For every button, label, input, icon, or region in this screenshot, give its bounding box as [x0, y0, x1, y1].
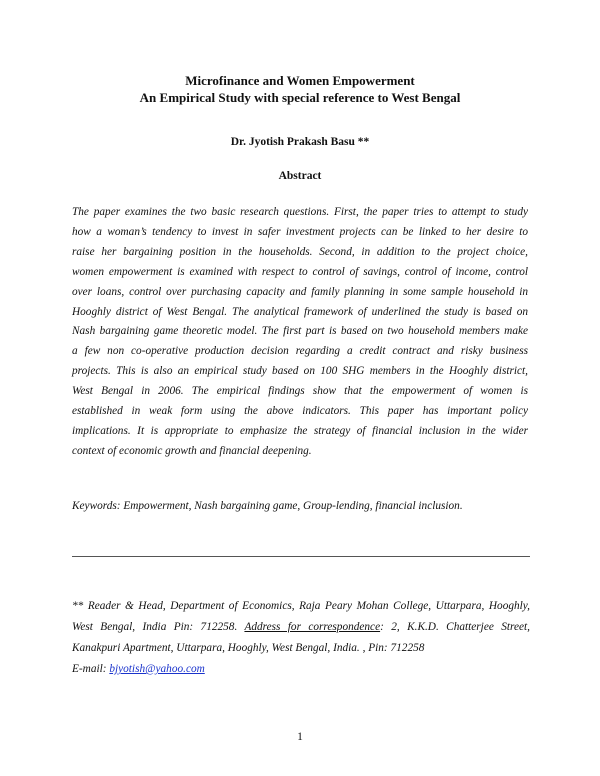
keywords: Keywords: Empowerment, Nash bargaining game, Group-lending, financial inclusion.	[72, 500, 463, 512]
abstract-heading: Abstract	[278, 170, 322, 182]
email-link[interactable]: bjyotish@yahoo.com	[109, 663, 205, 675]
abstract-line: Nash bargaining game theoretic model. The first part is based on two household members make	[72, 325, 528, 338]
footnote-text: : 2, K.K.D. Chatterjee Street,	[380, 621, 530, 633]
footnote-line: ** Reader & Head, Department of Economics, Raja Peary Mohan College, Uttarpara, Hooghly,	[72, 600, 530, 612]
abstract-line: raise her bargaining position in the households. Second, in addition to the project choice,	[72, 245, 528, 258]
abstract-line: over loans, control over purchasing capacity and family planning in some sample household in	[72, 285, 528, 298]
abstract-line: context of economic growth and financial deepening.	[72, 444, 312, 457]
abstract-line: established in weak form using the above indicators. This paper has important policy	[72, 405, 528, 418]
author-name: Dr. Jyotish Prakash Basu **	[230, 136, 370, 148]
abstract-line: implications. It is appropriate to emphasize the strategy of financial inclusion in the wider	[72, 424, 528, 437]
abstract-line: West Bengal in 2006. The empirical findings show that the empowerment of women is	[72, 385, 528, 398]
abstract-body	[72, 203, 528, 462]
abstract-line: how a woman’s tendency to invest in safer investment projects can be linked to her desire to	[72, 225, 528, 238]
abstract-line: projects. This is also an empirical study based on 100 SHG members in the Hooghly district,	[72, 365, 528, 378]
footnote	[72, 596, 530, 680]
footnote-line: Kanakpuri Apartment, Uttarpara, Hooghly, West Bengal, India. , Pin: 712258	[72, 642, 425, 654]
abstract-line: women empowerment is examined with respect to control of savings, control of income, control	[72, 265, 528, 278]
footnote-line	[72, 659, 530, 680]
footnote-divider	[72, 556, 530, 557]
abstract-line: a few non co-operative production decision regarding a credit contract and risky business	[72, 345, 528, 358]
paper-title-line-1: Microfinance and Women Empowerment	[185, 73, 415, 88]
correspondence-label: Address for correspondence	[244, 621, 381, 633]
footnote-text: West Bengal, India Pin: 712258.	[72, 621, 245, 633]
page-number: 1	[297, 731, 303, 743]
abstract-line: The paper examines the two basic research questions. First, the paper tries to attempt to study	[72, 206, 528, 218]
email-label: E-mail:	[72, 663, 110, 675]
paper-title-line-2: An Empirical Study with special reference to West Bengal	[139, 90, 461, 105]
abstract-line: Hooghly district of West Bengal. The analytical framework of underlined the study is based on	[72, 305, 528, 318]
footnote-line	[72, 617, 530, 638]
